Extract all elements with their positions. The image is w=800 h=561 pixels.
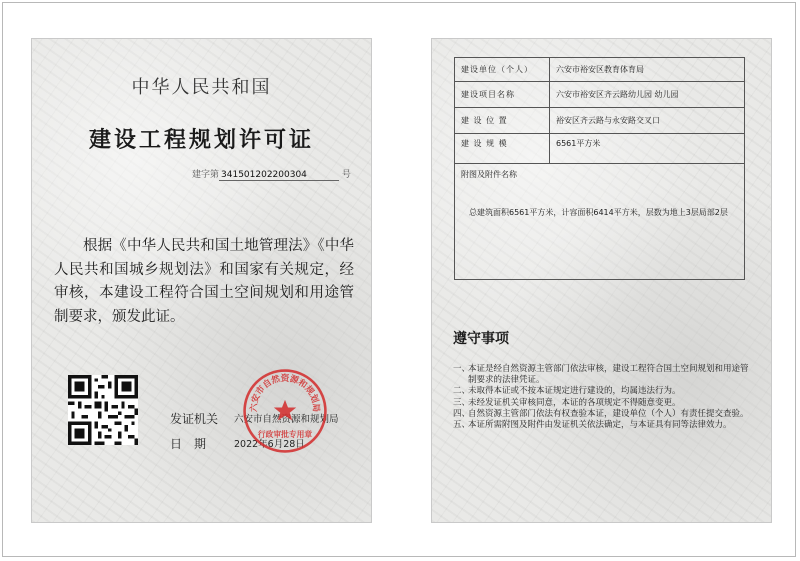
country-name: 中华人民共和国: [131, 77, 272, 98]
issuer-row: [170, 410, 339, 427]
table-row: [455, 58, 745, 82]
row-label: 建 设 位 置: [455, 108, 550, 134]
certificate-right-page: [431, 38, 772, 523]
seal-bottom-text: 行政审批专用章: [257, 429, 313, 439]
table-row: [455, 134, 745, 164]
cert-number-value: 341501202200304: [219, 170, 339, 181]
rules-list: [453, 364, 753, 431]
row-value: 6561平方米: [550, 134, 745, 164]
date-label: 日 期: [170, 437, 207, 451]
date-row: [170, 435, 305, 452]
attachment-text: 总建筑面积6561平方米，计容面积6414平方米，层数为地上3层局部2层: [469, 208, 728, 217]
cert-number-suffix: 号: [341, 170, 351, 180]
row-value: 裕安区齐云路与永安路交叉口: [550, 108, 745, 134]
rule-number: 五、: [453, 420, 471, 431]
table-row: [455, 108, 745, 134]
table-row: [455, 82, 745, 108]
rule-text: 自然资源主管部门依法有权查验本证，建设单位（个人）有责任提交查验。: [468, 408, 749, 419]
rules-title: 遵守事项: [453, 331, 509, 347]
list-item: [453, 409, 753, 420]
rule-text: 未取得本证或不按本证规定进行建设的，均属违法行为。: [468, 386, 681, 397]
rule-number: 一、: [453, 364, 471, 374]
list-item: [453, 420, 753, 431]
certificate-title: 建设工程规划许可证: [88, 128, 314, 153]
issuer-value: 六安市自然资源和规划局: [234, 414, 339, 425]
rule-number: 三、: [453, 397, 471, 408]
official-seal: [242, 368, 328, 454]
rule-text: 未经发证机关审核同意，本证的各项规定不得随意变更。: [468, 397, 681, 408]
rule-text: 本证是经自然资源主管部门依法审核，建设工程符合国土空间规划和用途管制要求的法律凭证。: [468, 364, 749, 386]
list-item: [453, 364, 753, 386]
qr-code: [68, 375, 138, 445]
list-item: [453, 398, 753, 409]
certificate-left-page: [31, 38, 372, 523]
row-value: 六安市裕安区教育体育局: [550, 58, 745, 82]
cert-number-prefix: 建字第: [192, 170, 220, 180]
certificate-body: 根据《中华人民共和国土地管理法》《中华人民共和国城乡规划法》和国家有关规定，经审核，本建设工程符合国土空间规划和用途管制要求，颁发此证。: [54, 238, 354, 325]
seal-text: 六安市自然资源和规划局: [249, 373, 321, 413]
attachment-row: [455, 164, 745, 280]
issuer-label: 发证机关: [170, 412, 219, 426]
row-label: 建 设 规 模: [455, 134, 550, 164]
rule-text: 本证所需附图及附件由发证机关依法确定，与本证具有同等法律效力。: [468, 420, 732, 431]
list-item: [453, 386, 753, 397]
date-value: 2022年6月28日: [234, 439, 305, 450]
rule-number: 二、: [453, 386, 471, 397]
attachment-label: 附图及附件名称: [461, 170, 517, 179]
certificate-number: [192, 167, 351, 181]
row-label: 建设项目名称: [455, 82, 550, 108]
project-info-table: [454, 57, 745, 280]
rule-number: 四、: [453, 408, 471, 419]
row-value: 六安市裕安区齐云路幼儿园 幼儿园: [550, 82, 745, 108]
row-label: 建设单位（个人）: [455, 58, 550, 82]
